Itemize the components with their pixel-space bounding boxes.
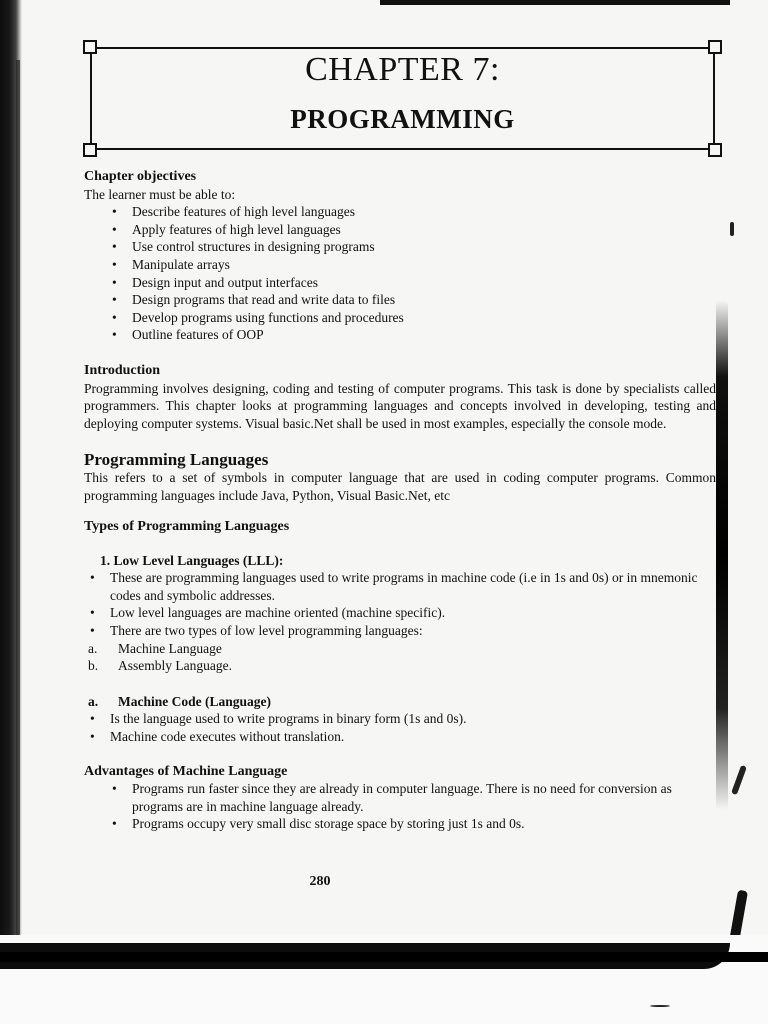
lll-type-key: a.: [88, 640, 98, 656]
machine-code-item: • Machine code executes without translation.: [86, 728, 716, 746]
advantage-item: • Programs run faster since they are already in computer language. There is no need for conversion as programs are in machine language already.: [108, 780, 716, 815]
introduction-text: Programming involves designing, coding and testing of computer programs. This task is done by specialists called programmers. This chapter looks at programming languages and concepts involved in developing, testing and deploying computer systems. Visual basic.Net shall be used in most examples, especially the console mode.: [84, 380, 716, 431]
lll-type-label: Machine Language: [118, 640, 222, 656]
objective-item: • Manipulate arrays: [108, 256, 716, 274]
scan-mark-right: [716, 300, 728, 810]
objective-item: • Design input and output interfaces: [108, 274, 716, 292]
lll-list: [86, 569, 716, 639]
scan-speck: [650, 1005, 670, 1007]
chapter-header-frame: [90, 47, 715, 150]
scan-speck: [730, 222, 734, 236]
lll-type-label: Assembly Language.: [118, 658, 232, 674]
scan-edge-bottom-line: [0, 952, 768, 962]
chapter-number: CHAPTER 7:: [305, 51, 500, 88]
objectives-heading: Chapter objectives: [84, 169, 197, 184]
frame-corner-ornament: [708, 143, 722, 157]
lll-item: • Low level languages are machine oriented (machine specific).: [86, 604, 716, 622]
lll-heading: 1. Low Level Languages (LLL):: [100, 552, 284, 568]
machine-code-title: Machine Code (Language): [118, 693, 271, 709]
lll-type-key: b.: [88, 658, 99, 674]
lll-item: • These are programming languages used to write programs in machine code (i.e in 1s and 0s) or in mnemonic codes and symbolic addresses.: [86, 569, 716, 604]
objective-item: • Apply features of high level languages: [108, 221, 716, 239]
objective-item: • Describe features of high level languages: [108, 203, 716, 221]
objectives-intro: The learner must be able to:: [84, 186, 236, 202]
lll-type-item: [84, 657, 716, 675]
scan-edge-left-shadow: [16, 60, 20, 940]
objective-item: • Design programs that read and write data to files: [108, 291, 716, 309]
advantages-heading: Advantages of Machine Language: [84, 763, 288, 779]
programming-languages-text: This refers to a set of symbols in computer language that are used in coding computer programs. Common programming languages include Java, Python, Visual Basic.Net, etc: [84, 469, 716, 503]
machine-code-key: a.: [88, 693, 99, 709]
frame-corner-ornament: [83, 143, 97, 157]
machine-code-heading: [84, 693, 716, 711]
advantage-item: • Programs occupy very small disc storage space by storing just 1s and 0s.: [108, 815, 716, 833]
lll-type-item: [84, 640, 716, 658]
page-number: 280: [309, 874, 331, 889]
scan-speck: [731, 765, 747, 795]
objective-item: • Use control structures in designing programs: [108, 238, 716, 256]
lll-item: • There are two types of low level programming languages:: [86, 622, 716, 640]
machine-code-list: [86, 710, 716, 745]
chapter-title: PROGRAMMING: [290, 104, 515, 134]
objectives-list: [108, 203, 716, 344]
scan-edge-top: [380, 0, 730, 5]
objective-item: • Develop programs using functions and procedures: [108, 309, 716, 327]
types-heading: Types of Programming Languages: [84, 519, 290, 535]
introduction-heading: Introduction: [84, 362, 160, 378]
objective-item: • Outline features of OOP: [108, 326, 716, 344]
advantages-list: [108, 780, 716, 833]
page-content: [84, 168, 716, 833]
programming-languages-heading: Programming Languages: [84, 450, 269, 470]
machine-code-item: • Is the language used to write programs in binary form (1s and 0s).: [86, 710, 716, 728]
